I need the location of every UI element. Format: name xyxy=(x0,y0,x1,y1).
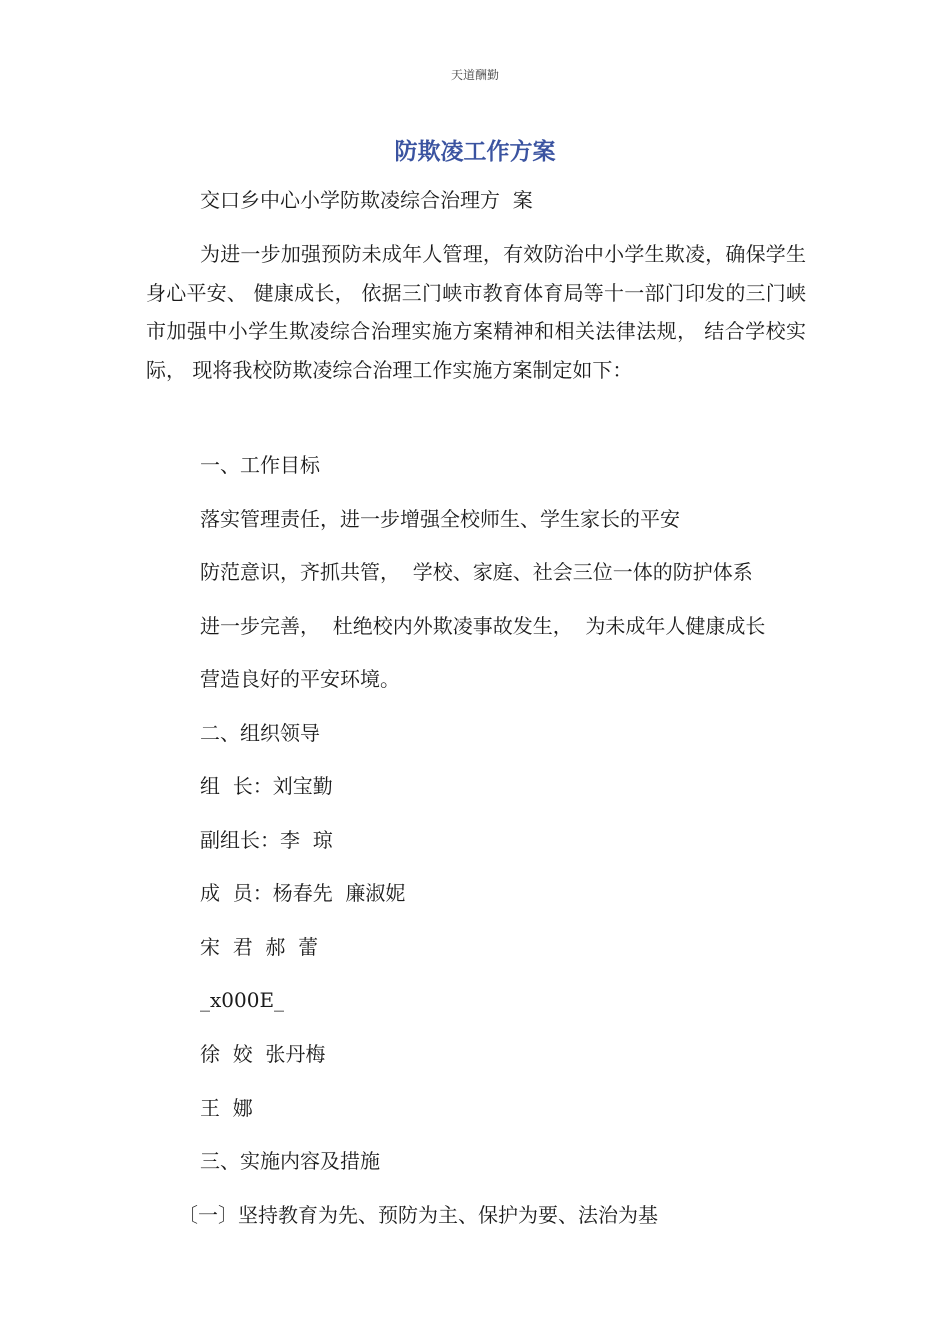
member-line: 成 员：杨春先 廉淑妮 xyxy=(200,881,406,905)
member-line: 王 娜 xyxy=(200,1096,253,1120)
document-title: 防欺凌工作方案 xyxy=(394,139,556,165)
section-heading-goals: 一、工作目标 xyxy=(200,453,320,477)
deputy-leader-line: 副组长：李 琼 xyxy=(200,828,333,852)
body-line: 营造良好的平安环境。 xyxy=(200,667,400,691)
page-header: 天道酬勤 xyxy=(450,68,499,82)
body-line: 防范意识，齐抓共管， 学校、家庭、社会三位一体的防护体系 xyxy=(200,560,753,584)
body-line: 进一步完善， 杜绝校内外欺凌事故发生， 为未成年人健康成长 xyxy=(200,614,766,638)
member-line: 徐 姣 张丹梅 xyxy=(200,1042,326,1066)
subtitle: 交口乡中心小学防欺凌综合治理方 案 xyxy=(200,188,533,212)
body-line: 落实管理责任，进一步增强全校师生、学生家长的平安 xyxy=(200,507,680,531)
section-heading-leadership: 二、组织领导 xyxy=(200,721,320,745)
subsection-heading: 〔一〕坚持教育为先、预防为主、保护为要、法治为基 xyxy=(178,1203,658,1227)
section-heading-measures: 三、实施内容及措施 xyxy=(200,1149,380,1173)
artifact-line: _x000E_ xyxy=(200,988,285,1012)
member-line: 宋 君 郝 蕾 xyxy=(200,935,319,959)
intro-paragraph: 为进一步加强预防未成年人管理，有效防治中小学生欺凌，确保学生身心平安、 健康成长， 依据三门峡市教育体育局等十一部门印发的三门峡市加强中小学生欺凌综合治理实施方案精神和相关法律法规， 结合学校实际， 现将我校防欺凌综合治理工作实施方案制定如下： xyxy=(146,242,806,382)
leader-line: 组 长：刘宝勤 xyxy=(200,774,333,798)
